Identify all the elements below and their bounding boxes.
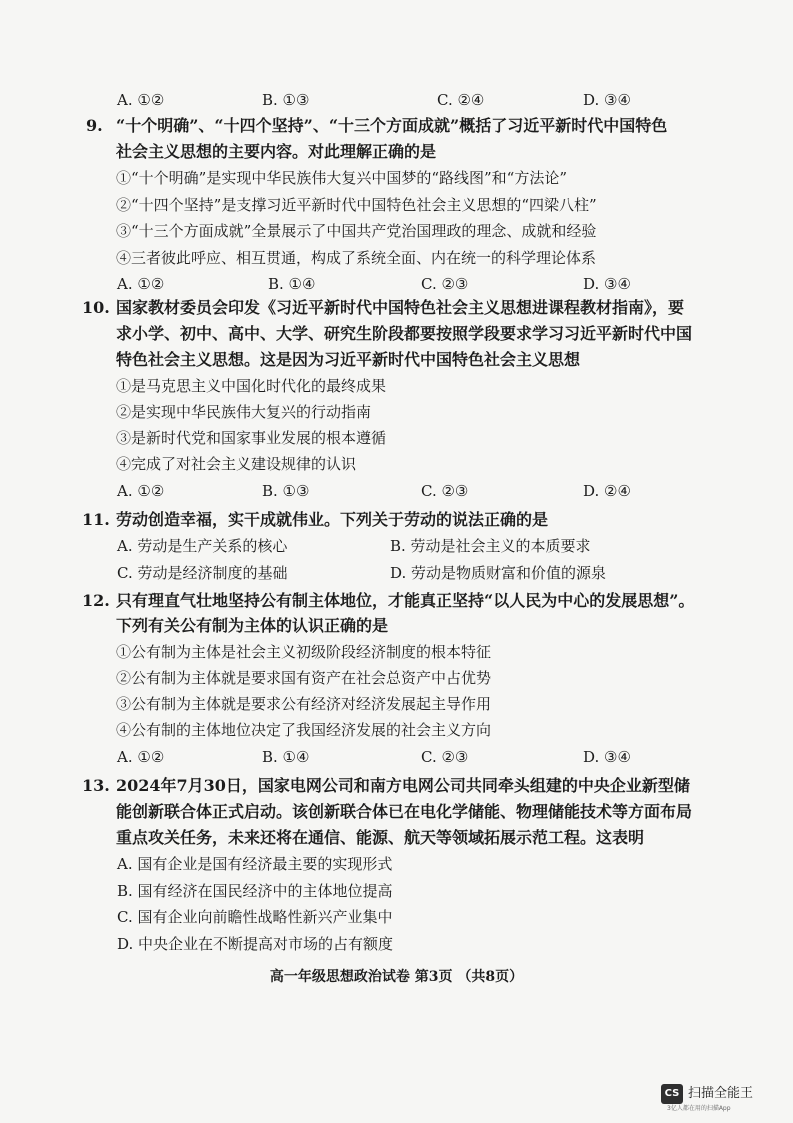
question-stem-line: 社会主义思想的主要内容。对此理解正确的是 [116, 142, 437, 161]
question-stem-line: 能创新联合体正式启动。该创新联合体已在电化学储能、物理储能技术等方面布局 [116, 802, 693, 821]
statement-4: ④三者彼此呼应、相互贯通，构成了系统全面、内在统一的科学理论体系 [116, 249, 597, 267]
question-stem-line: 国家教材委员会印发《习近平新时代中国特色社会主义思想进课程教材指南》，要 [116, 298, 685, 317]
option-b: B. ①④ [268, 275, 316, 293]
question-number: 12. [82, 591, 110, 610]
statement-4: ④完成了对社会主义建设规律的认识 [116, 455, 357, 473]
option-a: A. ①② [117, 91, 165, 109]
statement-2: ②是实现中华民族伟大复兴的行动指南 [116, 403, 372, 421]
option-c: C. ②③ [421, 275, 469, 293]
option-a: A. ①② [117, 748, 165, 766]
option-d: D. ②④ [583, 482, 631, 500]
question-stem-line: 只有理直气壮地坚持公有制主体地位，才能真正坚持“以人民为中心的发展思想”。 [116, 591, 695, 610]
question-stem-line: 2024年7月30日，国家电网公司和南方电网公司共同牵头组建的中央企业新型储 [116, 776, 690, 795]
camscanner-logo-icon: CS [661, 1084, 683, 1104]
question-stem-line: 劳动创造幸福，实干成就伟业。下列关于劳动的说法正确的是 [116, 510, 549, 529]
question-stem-line: 下列有关公有制为主体的认识正确的是 [116, 616, 389, 635]
option-d: D. ③④ [583, 275, 631, 293]
statement-3: ③是新时代党和国家事业发展的根本遵循 [116, 429, 387, 447]
question-number: 9. [86, 116, 103, 135]
question-number: 11. [82, 510, 110, 529]
option-d: D. 中央企业在不断提高对市场的占有额度 [117, 935, 394, 953]
option-c: C. 劳动是经济制度的基础 [117, 564, 288, 582]
question-stem-line: “十个明确”、“十四个坚持”、“十三个方面成就”概括了习近平新时代中国特色 [116, 116, 668, 135]
option-c: C. 国有企业向前瞻性战略性新兴产业集中 [117, 908, 393, 926]
statement-1: ①“十个明确”是实现中华民族伟大复兴中国梦的“路线图”和“方法论” [116, 169, 568, 187]
question-number: 13. [82, 776, 110, 795]
option-a: A. ①② [117, 275, 165, 293]
watermark-name: 扫描全能王 [688, 1086, 754, 1101]
option-b: B. ①③ [262, 482, 310, 500]
option-b: B. 国有经济在国民经济中的主体地位提高 [117, 882, 393, 900]
statement-1: ①公有制为主体是社会主义初级阶段经济制度的根本特征 [116, 643, 492, 661]
statement-4: ④公有制的主体地位决定了我国经济发展的社会主义方向 [116, 721, 492, 739]
statement-3: ③公有制为主体就是要求公有经济对经济发展起主导作用 [116, 695, 492, 713]
option-c: C. ②③ [421, 482, 469, 500]
option-c: C. ②③ [421, 748, 469, 766]
option-b: B. ①③ [262, 91, 310, 109]
option-c: C. ②④ [437, 91, 485, 109]
statement-3: ③“十三个方面成就”全景展示了中国共产党治国理政的理念、成就和经验 [116, 222, 597, 240]
option-b: B. 劳动是社会主义的本质要求 [390, 537, 591, 555]
statement-2: ②公有制为主体就是要求国有资产在社会总资产中占优势 [116, 669, 492, 687]
page-footer: 高一年级思想政治试卷 第3页 （共8页） [269, 969, 524, 985]
question-stem-line: 重点攻关任务，未来还将在通信、能源、航天等领域拓展示范工程。这表明 [116, 828, 645, 847]
option-a: A. 国有企业是国有经济最主要的实现形式 [117, 855, 393, 873]
question-stem-line: 特色社会主义思想。这是因为习近平新时代中国特色社会主义思想 [116, 350, 581, 369]
statement-2: ②“十四个坚持”是支撑习近平新时代中国特色社会主义思想的“四梁八柱” [116, 196, 597, 214]
watermark-tagline: 3亿人都在用的扫描App [667, 1105, 731, 1112]
option-b: B. ①④ [262, 748, 310, 766]
option-a: A. 劳动是生产关系的核心 [117, 537, 288, 555]
option-a: A. ①② [117, 482, 165, 500]
option-d: D. ③④ [583, 748, 631, 766]
option-d: D. ③④ [583, 91, 631, 109]
statement-1: ①是马克思主义中国化时代化的最终成果 [116, 377, 387, 395]
question-number: 10. [82, 298, 110, 317]
option-d: D. 劳动是物质财富和价值的源泉 [390, 564, 607, 582]
scanner-watermark [661, 1082, 781, 1116]
question-stem-line: 求小学、初中、高中、大学、研究生阶段都要按照学段要求学习习近平新时代中国 [116, 324, 693, 343]
